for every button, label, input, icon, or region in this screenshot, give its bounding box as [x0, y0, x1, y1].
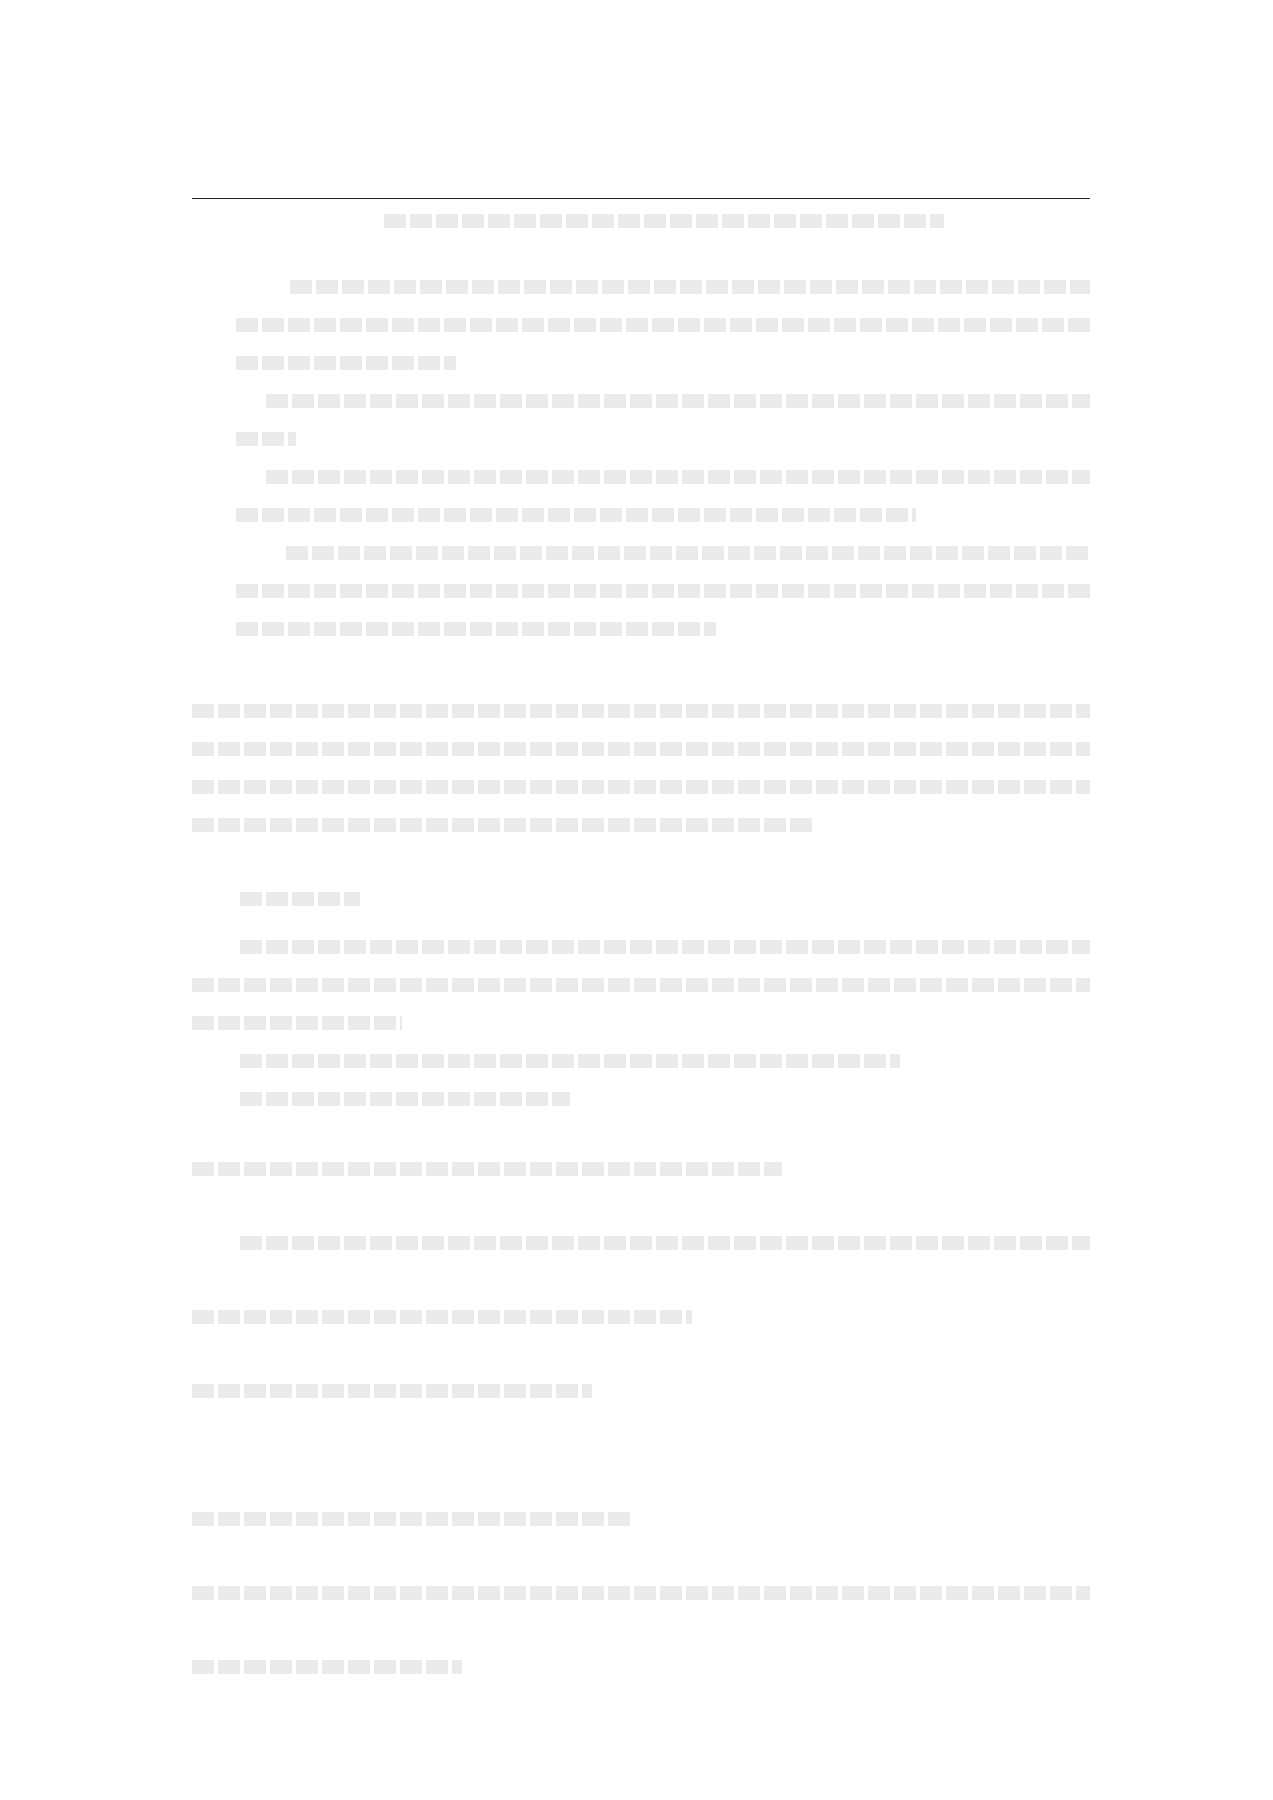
text-line-placeholder	[290, 280, 1090, 294]
text-line-placeholder	[236, 508, 916, 522]
text-line-placeholder	[192, 978, 1090, 992]
text-line-placeholder	[192, 818, 812, 832]
text-line-placeholder	[192, 1016, 402, 1030]
text-line-placeholder	[192, 780, 1090, 794]
text-line-placeholder	[236, 318, 1090, 332]
text-line-placeholder	[192, 1512, 632, 1526]
text-line-placeholder	[192, 1660, 462, 1674]
text-line-placeholder	[236, 356, 456, 370]
section-four-paragraph	[192, 1188, 1090, 1226]
text-line-placeholder	[266, 394, 1090, 408]
text-line-placeholder	[240, 1092, 570, 1106]
text-line-placeholder	[286, 546, 1090, 560]
text-line-placeholder	[192, 1384, 592, 1398]
text-line-placeholder	[192, 704, 1090, 718]
text-line-placeholder	[384, 214, 944, 228]
text-line-placeholder	[192, 1162, 782, 1176]
text-line-placeholder	[236, 622, 716, 636]
text-line-placeholder	[236, 584, 1090, 598]
text-line-placeholder	[240, 940, 1090, 954]
text-line-placeholder	[240, 892, 360, 906]
page-header-rule	[192, 198, 1090, 199]
text-line-placeholder	[240, 1054, 900, 1068]
text-line-placeholder	[236, 432, 296, 446]
text-line-placeholder	[192, 1586, 1090, 1600]
text-line-placeholder	[240, 1236, 1090, 1250]
continuation-block	[192, 200, 1090, 238]
text-line-placeholder	[192, 742, 1090, 756]
text-line-placeholder	[266, 470, 1090, 484]
text-line-placeholder	[192, 1310, 692, 1324]
